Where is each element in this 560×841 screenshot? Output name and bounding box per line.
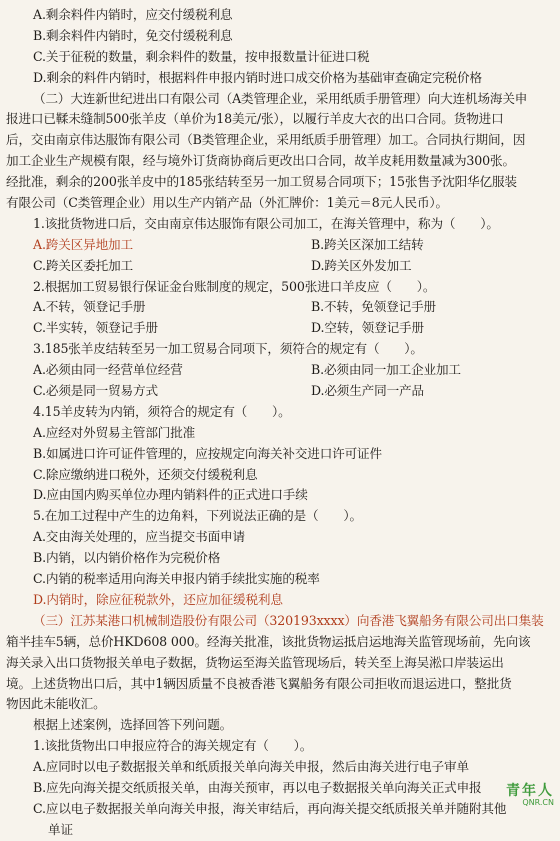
q2-option-c: C.半实转，领登记手册 <box>33 320 158 336</box>
instruction: 根据上述案例，选择回答下列问题。 <box>33 717 233 733</box>
case2-line: 加工企业生产规模有限，经与境外订货商协商后更改出口合同，故羊皮耗用数量减为300张。 <box>6 153 515 169</box>
case2-line: 后，交由南京伟达服饰有限公司（B类管理企业，采用纸质手册管理）加工。合同执行期间，因 <box>6 132 526 148</box>
q3-option-a: A.必须由同一经营单位经营 <box>33 362 183 378</box>
question-4: 4.15羊皮转为内销，须符合的规定有（ ）。 <box>33 403 291 419</box>
case3-line: 海关录入出口货物报关单电子数据，货物运至海关监管现场后，转关至上海吴淞口岸装运出 <box>6 654 504 670</box>
c1-option-a: A.应同时以电子数据报关单和纸质报关单向海关申报，然后由海关进行电子审单 <box>33 759 469 775</box>
case2-line: 报进口已鞣未缝制500张羊皮（单价为18美元/张），以履行羊皮大衣的出口合同。货物进口 <box>6 111 504 127</box>
q3-option-c: C.必须是同一贸易方式 <box>33 383 158 399</box>
q3-option-d: D.必须生产同一产品 <box>311 383 424 399</box>
case3-line: 物因此未能收汇。 <box>6 696 106 712</box>
prev-option-b: B.剩余料件内销时，免交付缓税利息 <box>33 27 233 43</box>
q1-option-d: D.跨关区外发加工 <box>311 257 412 273</box>
q4-option-a: A.应经对外贸易主管部门批准 <box>33 424 196 440</box>
case2-line: （二）大连新世纪进出口有限公司（A类管理企业，采用纸质手册管理）向大连机场海关申 <box>33 90 528 106</box>
q5-option-a: A.交由海关处理的，应当提交书面申请 <box>33 529 245 545</box>
q1-options-row <box>6 256 552 277</box>
case3-question-1: 1.该批货物出口申报应符合的海关规定有（ ）。 <box>33 738 313 754</box>
case2-line: 有限公司（C类管理企业）用以生产内销产品（外汇牌价：1美元＝8元人民币）。 <box>6 195 448 211</box>
question-5: 5.在加工过程中产生的边角料，下列说法正确的是（ ）。 <box>33 508 362 524</box>
prev-option-a: A.剩余料件内销时，应交付缓税利息 <box>33 7 233 22</box>
prev-option-d: D.剩余的料件内销时，根据料件申报内销时进口成交价格为基础审查确定完税价格 <box>33 69 482 85</box>
q2-options-row <box>6 297 552 318</box>
q5-option-d: D.内销时，除应征税款外，还应加征缓税利息 <box>33 591 283 607</box>
c1-option-c-cont: 单证 <box>48 821 73 837</box>
case3-line: 境。上述货物出口后，其中1辆因质量不良被香港飞翼船务有限公司拒收而退运进口，整批货 <box>6 675 512 691</box>
question-1: 1.该批货物进口后，交由南京伟达服饰有限公司加工，在海关管理中，称为（ ）。 <box>33 215 499 231</box>
q1-option-c: C.跨关区委托加工 <box>33 257 133 273</box>
q3-options-row <box>6 360 552 381</box>
watermark-text: 青年人 <box>506 783 554 799</box>
q2-option-d: D.空转，领登记手册 <box>311 320 424 336</box>
q4-option-b: B.如属进口许可证件管理的，应按规定向海关补交进口许可证件 <box>33 445 382 461</box>
q5-option-b: B.内销，以内销价格作为完税价格 <box>33 550 221 566</box>
site-watermark-logo <box>506 785 554 809</box>
prev-option-c: C.关于征税的数量，剩余料件的数量，按申报数量计征进口税 <box>33 48 370 64</box>
q1-option-a: A.跨关区异地加工 <box>33 236 133 252</box>
watermark-domain: QNR.CN <box>522 798 554 807</box>
q4-option-d: D.应由国内购买单位办理内销料件的正式进口手续 <box>33 487 308 503</box>
q4-option-c: C.除应缴纳进口税外，还须交付缓税利息 <box>33 466 258 482</box>
q3-option-b: B.必须由同一加工企业加工 <box>311 362 461 378</box>
case3-line: 箱半挂车5辆，总价HKD608 000。经海关批准，该批货物运抵启运地海关监管现场前，先向该 <box>6 633 531 649</box>
q2-option-a: A.不转，领登记手册 <box>33 299 146 315</box>
q2-options-row <box>6 318 552 339</box>
case3-line: （三）江苏某港口机械制造股份有限公司（320193xxxx）向香港飞翼船务有限公司出口集装 <box>33 612 544 628</box>
question-3: 3.185张羊皮结转至另一加工贸易合同项下，须符合的规定有（ ）。 <box>33 341 423 357</box>
q1-options-row <box>6 235 552 256</box>
q1-option-b: B.跨关区深加工结转 <box>311 236 424 252</box>
question-2: 2.根据加工贸易银行保证金台账制度的规定，500张进口羊皮应（ ）。 <box>33 278 436 294</box>
c1-option-b: B.应先向海关提交纸质报关单，由海关预审，再以电子数据报关单向海关正式申报 <box>33 779 482 795</box>
c1-option-c: C.应以电子数据报关单向海关申报，海关审结后，再向海关提交纸质报关单并随附其他 <box>33 800 507 816</box>
q2-option-b: B.不转，免领登记手册 <box>311 299 436 315</box>
q5-option-c: C.内销的税率适用向海关申报内销手续批实施的税率 <box>33 571 320 587</box>
q3-options-row <box>6 381 552 402</box>
case2-line: 经批准，剩余的200张羊皮中的185张结转至另一加工贸易合同项下；15张售予沈阳华亿服装 <box>6 174 517 190</box>
